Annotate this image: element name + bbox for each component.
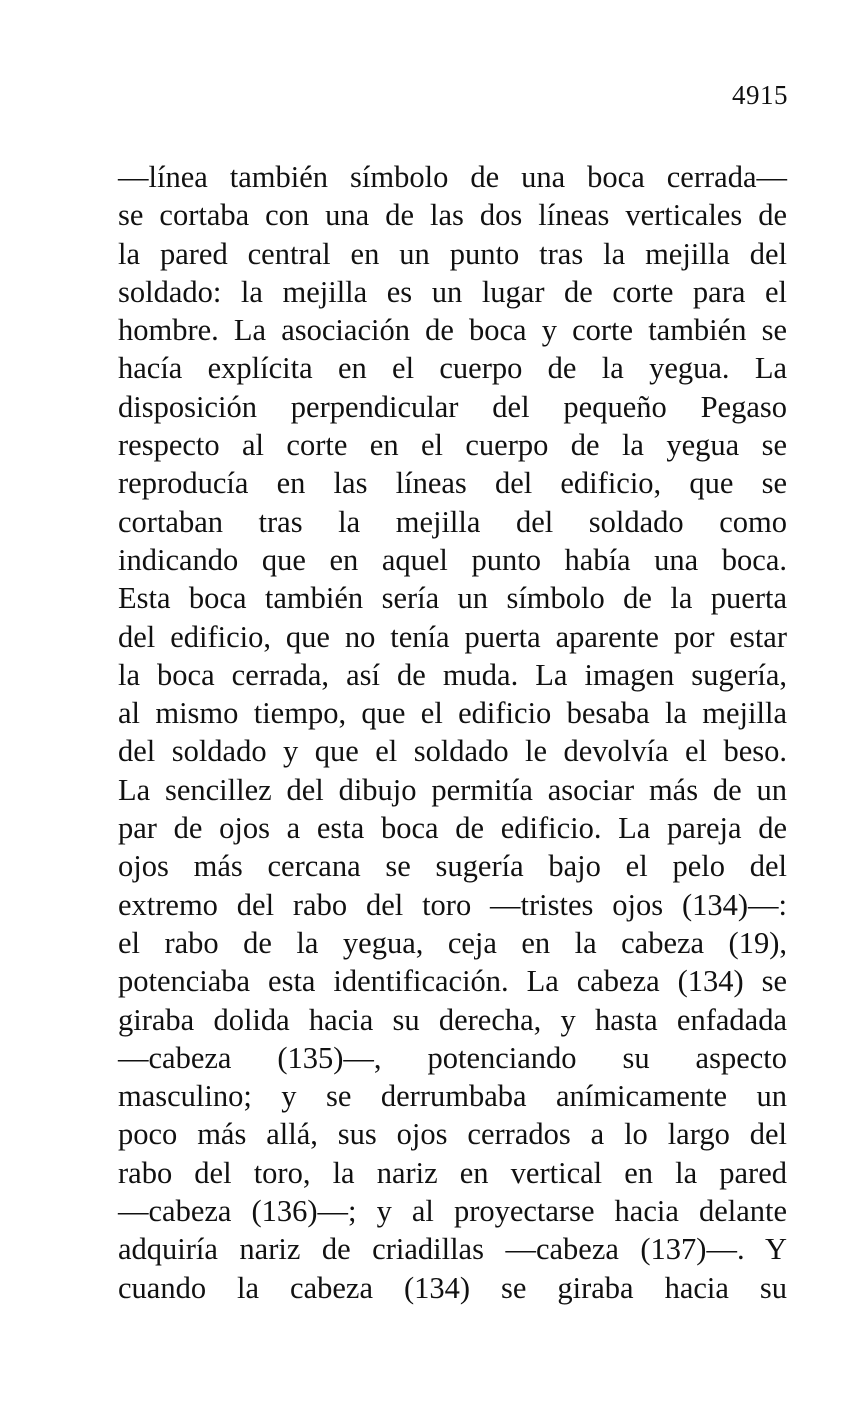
- text-line: hacía explícita en el cuerpo de la yegua. La: [118, 351, 787, 386]
- text-line: extremo del rabo del toro —tristes ojos (134)—:: [118, 887, 787, 922]
- text-line: Esta boca también sería un símbolo de la puerta: [118, 581, 787, 616]
- text-line: al mismo tiempo, que el edificio besaba la mejilla: [118, 696, 787, 731]
- text-line: La sencillez del dibujo permitía asociar más de un: [118, 772, 787, 807]
- text-line: hombre. La asociación de boca y corte también se: [118, 313, 787, 348]
- text-line: la pared central en un punto tras la mejilla del: [118, 236, 787, 271]
- body-text: [118, 158, 787, 1307]
- text-line: indicando que en aquel punto había una boca.: [118, 542, 787, 577]
- text-line: cortaban tras la mejilla del soldado como: [118, 504, 787, 539]
- page-number: 4915: [732, 80, 788, 110]
- text-line: soldado: la mejilla es un lugar de corte para el: [118, 274, 787, 309]
- text-line: la boca cerrada, así de muda. La imagen sugería,: [118, 657, 787, 692]
- text-line: —cabeza (135)—, potenciando su aspecto: [118, 1040, 787, 1075]
- text-line: rabo del toro, la nariz en vertical en la pared: [118, 1155, 787, 1190]
- text-line: reproducía en las líneas del edificio, que se: [118, 466, 787, 501]
- text-line: poco más allá, sus ojos cerrados a lo largo del: [118, 1117, 787, 1152]
- text-line: giraba dolida hacia su derecha, y hasta enfadada: [118, 1002, 787, 1037]
- text-line: ojos más cercana se sugería bajo el pelo del: [118, 849, 787, 884]
- text-line: respecto al corte en el cuerpo de la yegua se: [118, 428, 787, 463]
- text-line: potenciaba esta identificación. La cabeza (134) se: [118, 964, 787, 999]
- text-line: masculino; y se derrumbaba anímicamente un: [118, 1079, 787, 1114]
- text-line: disposición perpendicular del pequeño Pegaso: [118, 389, 787, 424]
- text-line: se cortaba con una de las dos líneas verticales de: [118, 198, 787, 233]
- text-line: par de ojos a esta boca de edificio. La pareja de: [118, 811, 787, 846]
- text-line: del edificio, que no tenía puerta aparente por estar: [118, 619, 787, 654]
- text-line: el rabo de la yegua, ceja en la cabeza (19),: [118, 925, 787, 960]
- text-line: adquiría nariz de criadillas —cabeza (137)—. Y: [118, 1232, 787, 1267]
- text-line: del soldado y que el soldado le devolvía el beso.: [118, 734, 787, 769]
- text-line: cuando la cabeza (134) se giraba hacia su: [118, 1270, 787, 1305]
- text-line: —cabeza (136)—; y al proyectarse hacia delante: [118, 1194, 787, 1229]
- text-line: —línea también símbolo de una boca cerrada—: [118, 160, 787, 194]
